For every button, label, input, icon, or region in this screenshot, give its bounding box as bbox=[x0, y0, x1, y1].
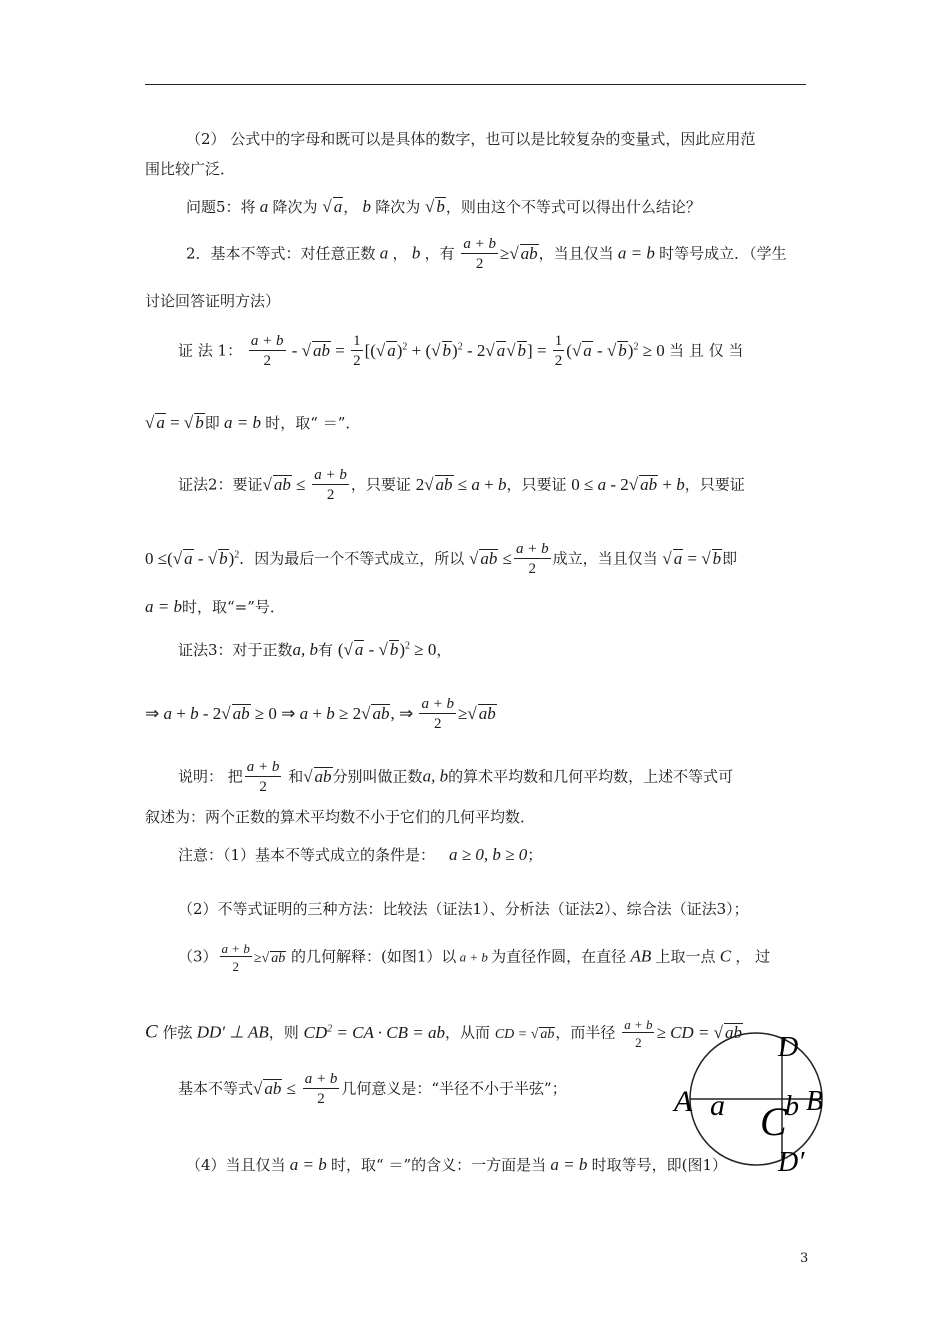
label-C: C bbox=[760, 1099, 787, 1144]
label-b: b bbox=[785, 1091, 799, 1122]
proof-2-cont: 0 ≤(√ a - √ b)$^2$．因为最后一个不等式成立，所以 √ ab ≤ $\frac{a + b}{2}$ 成立，当且仅当 √ a = √ b即 bbox=[145, 541, 738, 577]
proof-1: 证 法 1： $\frac{a + b}{2}$ - √ ab = $\frac{1}{2}$ [(√ a)$^2$ + (√ b)$^2$ - 2√ a√ b] = $\frac{1}{2}$ (√ a - √ b)$^2$ ≥ 0 当 且 仅 当 bbox=[178, 333, 744, 369]
note-3-cont: C 作弦 DD′ ⊥ AB，则 $CD^2$ = CA · CB = ab，从而 CD = √ ab，而半径 $\frac{a + b}{2}$ ≥ CD = √ ab bbox=[145, 1017, 742, 1050]
question-5: 问题5：将 a 降次为 √ a， b 降次为 √ b，则由这个不等式可以得出什么结论？ bbox=[186, 197, 701, 216]
label-D-prime: D′ bbox=[778, 1147, 805, 1175]
note-2: （2）不等式证明的三种方法：比较法（证法1）、分析法（证法2）、综合法（证法3）； bbox=[178, 900, 749, 918]
label-a: a bbox=[710, 1089, 725, 1122]
text-line: 围比较广泛． bbox=[145, 160, 236, 178]
label-B: B bbox=[806, 1086, 824, 1117]
proof-3-chain: ⇒ a + b - 2√ ab ≥ 0 ⇒ a + b ≥ 2√ ab, ⇒ $\frac{a + b}{2}$ ≥√ ab bbox=[145, 696, 496, 732]
text-line: 叙述为：两个正数的算术平均数不小于它们的几何平均数． bbox=[145, 808, 536, 826]
note-4: （4）当且仅当 a = b 时，取“ ＝”的含义：一方面是当 a = b 时取等号，即(图1） bbox=[186, 1155, 728, 1174]
proof-3: 证法3：对于正数a, b有 (√ a - √ b)$^2$ ≥ 0， bbox=[178, 640, 452, 659]
proof-2-end: a = b时，取“=”号． bbox=[145, 597, 285, 616]
theorem-2: 2．基本不等式：对任意正数 a ， b ，有 $\frac{a + b}{2}$ ≥√ ab，当且仅当 a = b 时等号成立．（学生 bbox=[186, 236, 787, 272]
text-line: （2） 公式中的字母和既可以是具体的数字，也可以是比较复杂的变量式，因此应用范 bbox=[186, 130, 756, 148]
figure-1-circle-diagram bbox=[672, 1025, 842, 1175]
note-1: 注意：（1）基本不等式成立的条件是： a ≥ 0, b ≥ 0； bbox=[178, 845, 543, 864]
label-D: D bbox=[778, 1032, 799, 1063]
text-line: 讨论回答证明方法） bbox=[145, 292, 281, 310]
note-3: （3） $\frac{a + b}{2}$ ≥√ ab 的几何解释：(如图1）以 a + b 为直径作圆，在直径 AB 上取一点 C ， 过 bbox=[178, 941, 771, 974]
header-rule bbox=[145, 84, 806, 85]
geometric-meaning: 基本不等式√ ab ≤ $\frac{a + b}{2}$ 几何意义是：“半径不小于半弦”； bbox=[178, 1071, 567, 1107]
explanation: 说明： 把 $\frac{a + b}{2}$ 和√ ab分别叫做正数a, b的算术平均数和几何平均数，上述不等式可 bbox=[178, 759, 734, 795]
label-A: A bbox=[674, 1085, 693, 1118]
proof-1-cont: √ a = √ b即 a = b 时，取“ ＝”． bbox=[145, 413, 361, 432]
page-number: 3 bbox=[800, 1251, 809, 1266]
proof-2: 证法2：要证√ ab ≤ $\frac{a + b}{2}$ ，只要证 2√ ab ≤ a + b，只要证 0 ≤ a - 2√ ab + b，只要证 bbox=[178, 467, 745, 503]
